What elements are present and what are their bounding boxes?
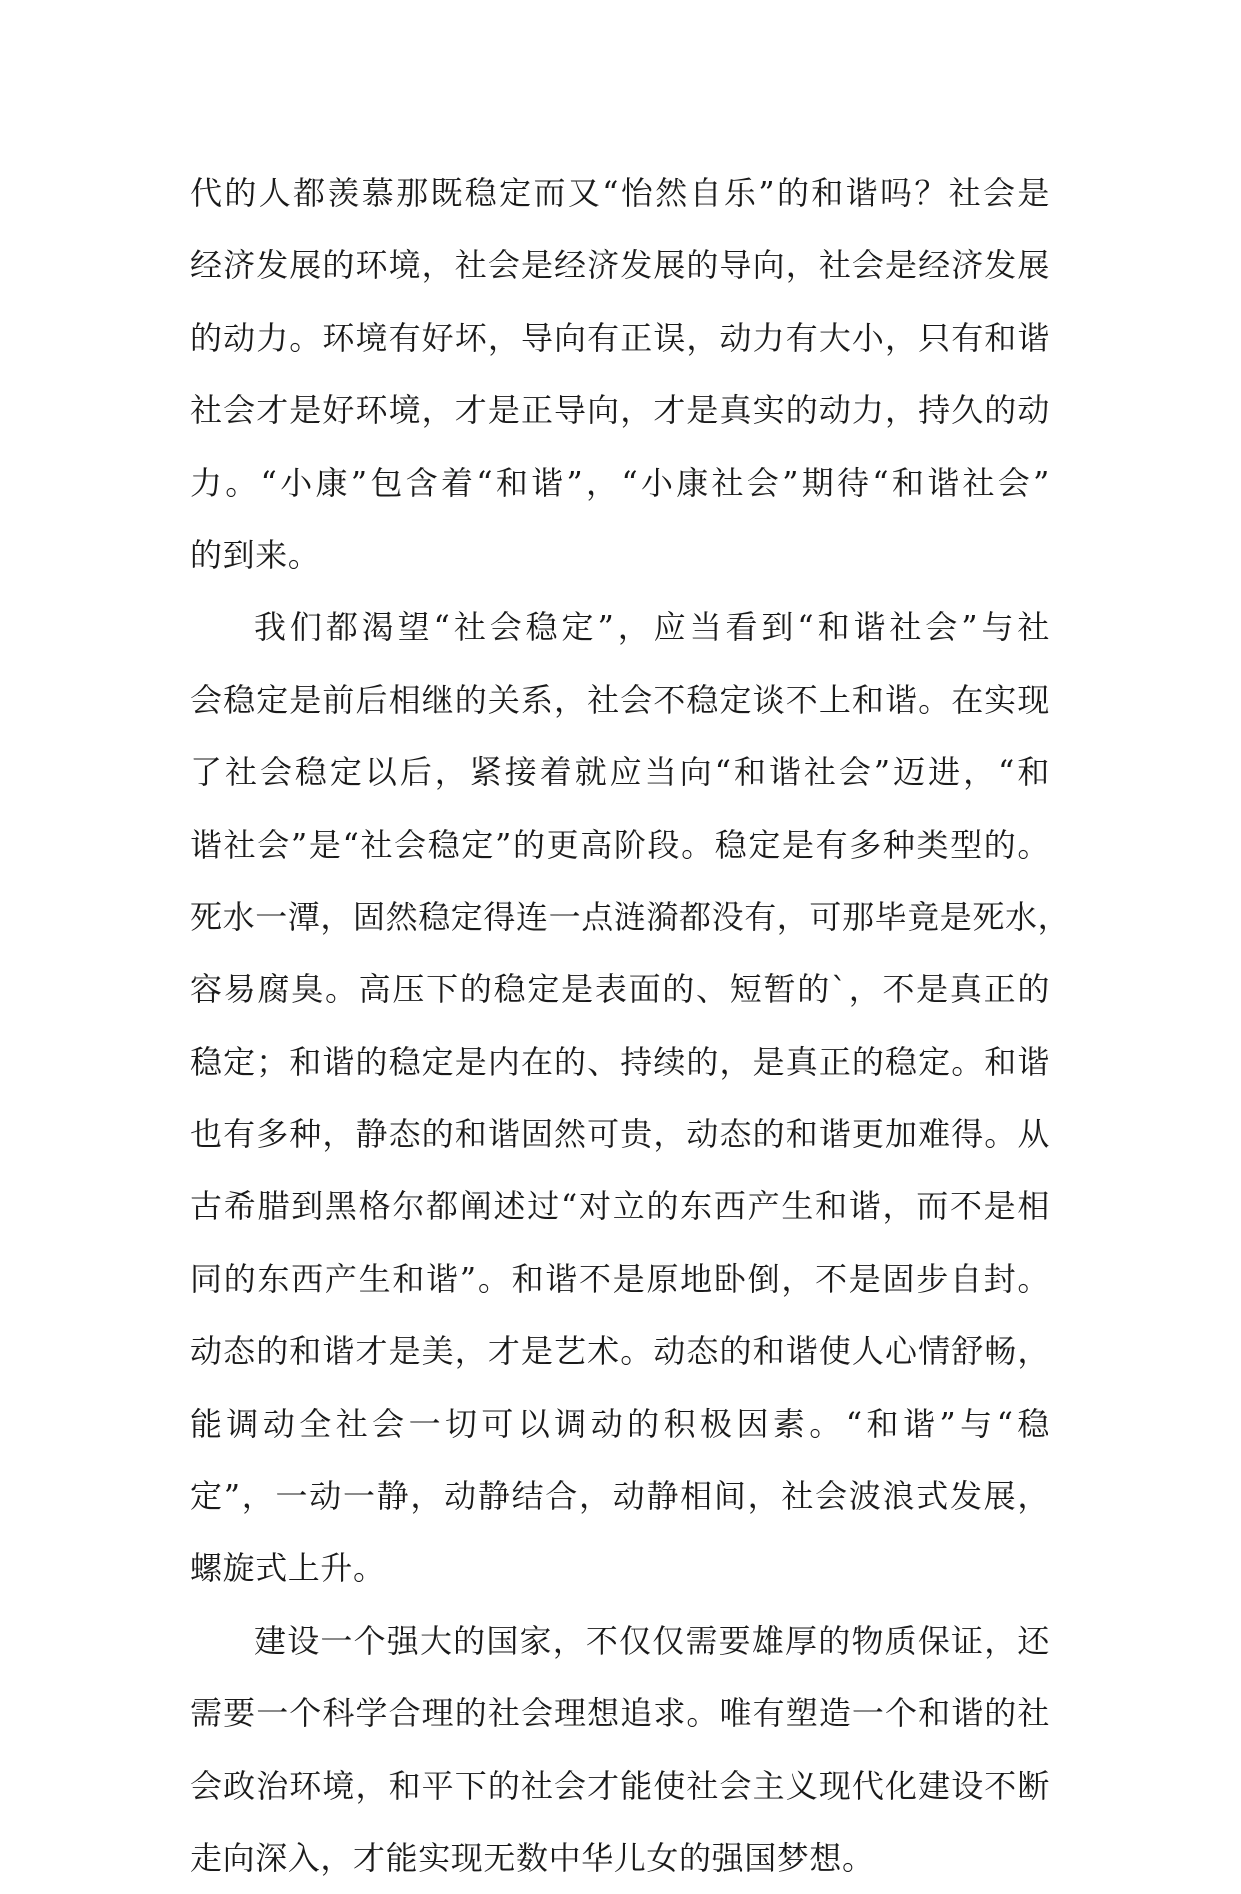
text-line: 会稳定是前后相继的关系，社会不稳定谈不上和谐。在实现 — [190, 680, 1050, 719]
paragraph-2 — [190, 591, 1071, 1604]
text-line: 走向深入，才能实现无数中华儿女的强国梦想。 — [190, 1838, 875, 1877]
text-line: 动态的和谐才是美，才是艺术。动态的和谐使人心情舒畅， — [190, 1332, 1050, 1371]
text-line: 螺旋式上升。 — [190, 1549, 386, 1588]
paragraph-1 — [190, 157, 1050, 591]
text-line: 稳定；和谐的稳定是内在的、持续的，是真正的稳定。和谐 — [190, 1042, 1050, 1081]
text-line: 古希腊到黑格尔都阐述过“对立的东西产生和谐，而不是相 — [190, 1187, 1050, 1226]
text-line: 同的东西产生和谐”。和谐不是原地卧倒，不是固步自封。 — [190, 1259, 1050, 1298]
text-line: 代的人都羡慕那既稳定而又“怡然自乐”的和谐吗？社会是 — [190, 174, 1050, 212]
text-line: 的动力。环境有好坏，导向有正误，动力有大小，只有和谐 — [190, 318, 1050, 357]
text-line: 需要一个科学合理的社会理想追求。唯有塑造一个和谐的社 — [190, 1694, 1050, 1733]
paragraph-3 — [190, 1605, 1050, 1894]
text-line: 建设一个强大的国家，不仅仅需要雄厚的物质保证，还 — [254, 1621, 1050, 1660]
text-line: 定”，一动一静，动静结合，动静相间，社会波浪式发展， — [190, 1477, 1050, 1516]
text-line: 谐社会”是“社会稳定”的更高阶段。稳定是有多种类型的。 — [190, 825, 1050, 864]
text-line: 的到来。 — [190, 535, 321, 574]
text-line: 也有多种，静态的和谐固然可贵，动态的和谐更加难得。从 — [190, 1115, 1050, 1154]
text-line: 能调动全社会一切可以调动的积极因素。“和谐”与“稳 — [190, 1404, 1050, 1443]
text-line: 我们都渴望“社会稳定”，应当看到“和谐社会”与社 — [254, 608, 1050, 647]
text-line: 会政治环境，和平下的社会才能使社会主义现代化建设不断 — [190, 1766, 1050, 1805]
text-line: 社会才是好环境，才是正导向，才是真实的动力，持久的动 — [190, 391, 1050, 430]
document-body — [190, 157, 1071, 1894]
text-line: 了社会稳定以后，紧接着就应当向“和谐社会”迈进，“和 — [190, 753, 1050, 792]
text-line: 经济发展的环境，社会是经济发展的导向，社会是经济发展 — [190, 246, 1050, 285]
text-line: 容易腐臭。高压下的稳定是表面的、短暂的`，不是真正的 — [190, 970, 1050, 1009]
text-line: 死水一潭，固然稳定得连一点涟漪都没有，可那毕竟是死水， — [190, 897, 1071, 936]
text-line: 力。“小康”包含着“和谐”，“小康社会”期待“和谐社会” — [190, 463, 1050, 502]
